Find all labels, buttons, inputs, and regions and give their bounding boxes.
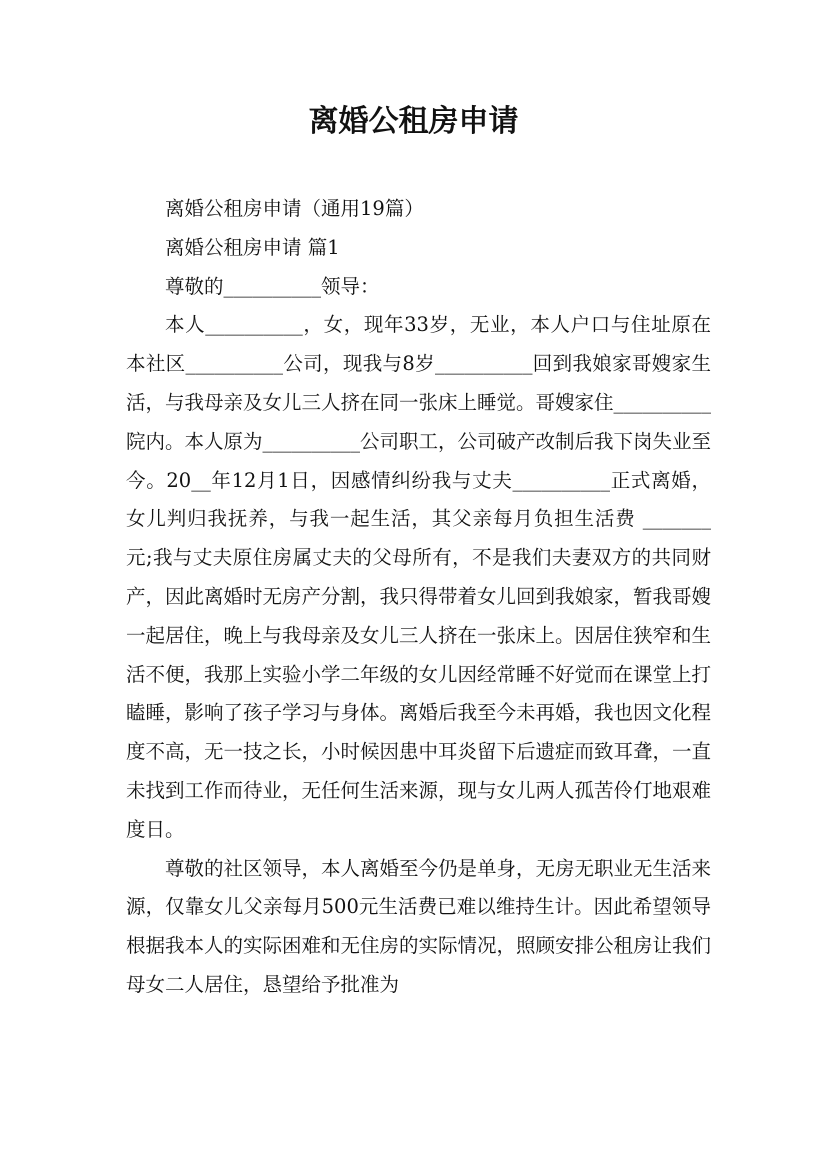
subtitle-paragraph: 离婚公租房申请（通用19篇） bbox=[165, 197, 424, 220]
body-paragraph: 本人__________，女，现年33岁，无业，本人户口与住址原在本社区__________公司，现我与8岁__________回到我娘家哥嫂家生活，与我母亲及女儿三人挤在同一张床上睡觉。哥嫂家住__________院内。本人原为__________公司职工，公司破产改制后我下岗失业至今。20__年12月1日，因感情纠纷我与丈夫__________正式离婚，女儿判归我抚养，与我一起生活，其父亲每月负担生活费 _______ 元;我与丈夫原住房属丈夫的父母所有，不是我们夫妻双方的共同财产，因此离婚时无房产分割，我只得带着女儿回到我娘家，暂我哥嫂一起居住，晚上与我母亲及女儿三人挤在一张床上。因居住狭窄和生活不便，我那上实验小学二年级的女儿因经常睡不好觉而在课堂上打瞌睡，影响了孩子学习与身体。离婚后我至今未再婚，我也因文化程度不高，无一技之长，小时候因患中耳炎留下后遗症而致耳聋，一直未找到工作而待业，无任何生活来源，现与女儿两人孤苦伶仃地艰难度日。 bbox=[126, 313, 712, 841]
salutation: 尊敬的__________领导： bbox=[165, 274, 380, 298]
document-title: 离婚公租房申请 bbox=[308, 104, 519, 139]
section-heading: 离婚公租房申请 篇1 bbox=[165, 235, 340, 259]
document-body bbox=[126, 190, 711, 1005]
body-paragraph: 尊敬的社区领导，本人离婚至今仍是单身，无房无职业无生活来源，仅靠女儿父亲每月500元生活费已难以维持生计。因此希望领导根据我本人的实际困难和无住房的实际情况，照顾安排公租房让我们母女二人居住，恳望给予批准为 bbox=[126, 856, 712, 996]
